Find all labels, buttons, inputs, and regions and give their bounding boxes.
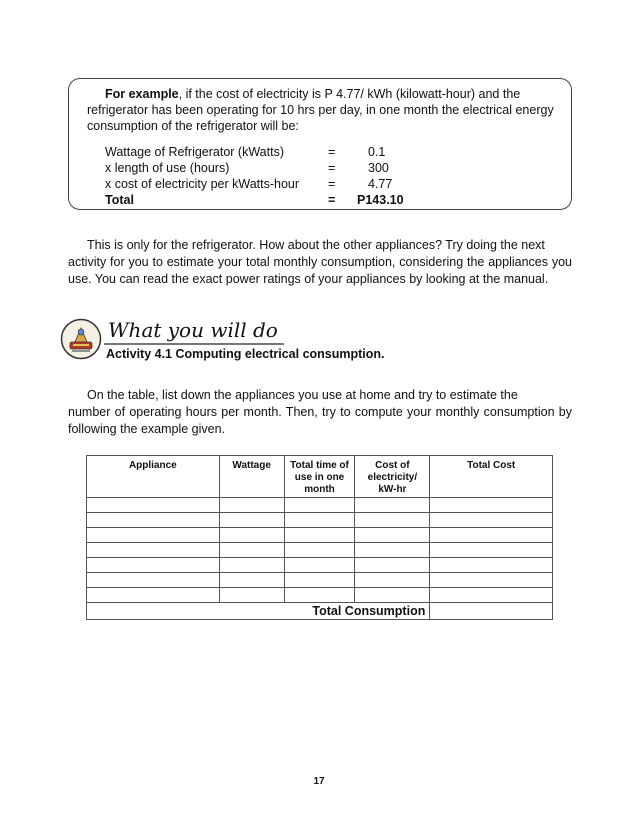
table-cell[interactable]: [219, 528, 284, 543]
table-cell[interactable]: [355, 498, 430, 513]
table-cell[interactable]: [87, 588, 220, 603]
table-row: [87, 543, 553, 558]
table-cell[interactable]: [355, 588, 430, 603]
intro-line-2: activity for you to estimate your total monthly consumption, considering the appliances you: [68, 255, 572, 269]
calc-label-wattage: Wattage of Refrigerator (kWatts): [105, 145, 284, 159]
consumption-table: [86, 455, 553, 620]
intro-line-3: use. You can read the exact power ratings of your appliances by looking at the manual.: [68, 272, 549, 286]
table-cell[interactable]: [284, 498, 355, 513]
calc-label-total: Total: [105, 193, 134, 207]
table-cell[interactable]: [219, 513, 284, 528]
table-cell[interactable]: [430, 528, 553, 543]
table-cell[interactable]: [87, 573, 220, 588]
intro-line-1: This is only for the refrigerator. How about the other appliances? Try doing the next: [87, 238, 545, 252]
activity-badge-icon: [60, 318, 102, 360]
instructions-line-3: following the example given.: [68, 422, 226, 436]
calc-label-cost: x cost of electricity per kWatts-hour: [105, 177, 300, 191]
table-cell[interactable]: [430, 543, 553, 558]
table-row: [87, 558, 553, 573]
section-underline: [104, 343, 284, 345]
calc-value-wattage: 0.1: [368, 145, 386, 159]
activity-title: Activity 4.1 Computing electrical consumption.: [106, 347, 385, 361]
table-row: [87, 573, 553, 588]
calc-equals: =: [328, 161, 336, 175]
header-cost: Cost of electricity/ kW-hr: [355, 456, 430, 498]
header-wattage: Wattage: [219, 456, 284, 498]
table-cell[interactable]: [430, 588, 553, 603]
total-consumption-cell[interactable]: [430, 603, 553, 620]
table-row: [87, 498, 553, 513]
table-cell[interactable]: [355, 558, 430, 573]
calc-value-total: P143.10: [357, 193, 404, 207]
table-cell[interactable]: [87, 498, 220, 513]
table-total-row: [87, 603, 553, 620]
calc-value-hours: 300: [368, 161, 389, 175]
table-cell[interactable]: [284, 513, 355, 528]
calc-value-cost: 4.77: [368, 177, 393, 191]
calc-equals: =: [328, 145, 336, 159]
example-line-2: refrigerator has been operating for 10 hrs per day, in one month the electrical energy: [87, 103, 554, 117]
table-cell[interactable]: [284, 573, 355, 588]
calc-label-hours: x length of use (hours): [105, 161, 230, 175]
page-number: 17: [313, 776, 325, 787]
table-cell[interactable]: [219, 588, 284, 603]
calc-equals: =: [328, 177, 336, 191]
example-label: For example: [105, 87, 179, 101]
table-header-row: [87, 456, 553, 498]
table-cell[interactable]: [284, 588, 355, 603]
section-title: What you will do: [108, 318, 278, 342]
table-cell[interactable]: [430, 498, 553, 513]
table-cell[interactable]: [430, 558, 553, 573]
calc-equals: =: [328, 193, 336, 207]
table-cell[interactable]: [355, 573, 430, 588]
table-row: [87, 513, 553, 528]
table-cell[interactable]: [219, 558, 284, 573]
table-cell[interactable]: [87, 543, 220, 558]
table-cell[interactable]: [87, 528, 220, 543]
table-cell[interactable]: [284, 558, 355, 573]
table-cell[interactable]: [219, 543, 284, 558]
header-appliance: Appliance: [87, 456, 220, 498]
header-total-time: Total time of use in one month: [284, 456, 355, 498]
table-cell[interactable]: [284, 528, 355, 543]
table-cell[interactable]: [355, 543, 430, 558]
example-line-1: [105, 86, 520, 102]
table-row: [87, 588, 553, 603]
table-cell[interactable]: [219, 498, 284, 513]
instructions-line-2: number of operating hours per month. Then, try to compute your monthly consumption by: [68, 405, 572, 419]
table-cell[interactable]: [284, 543, 355, 558]
example-text: , if the cost of electricity is P 4.77/ kWh (kilowatt-hour) and the: [178, 87, 521, 101]
table-cell[interactable]: [355, 513, 430, 528]
example-line-3: consumption of the refrigerator will be:: [87, 119, 299, 133]
total-consumption-label: Total Consumption: [87, 603, 430, 620]
table-cell[interactable]: [87, 513, 220, 528]
instructions-line-1: On the table, list down the appliances you use at home and try to estimate the: [87, 388, 518, 402]
table-cell[interactable]: [219, 573, 284, 588]
header-total-cost: Total Cost: [430, 456, 553, 498]
table-row: [87, 528, 553, 543]
table-cell[interactable]: [355, 528, 430, 543]
table-cell[interactable]: [430, 513, 553, 528]
table-cell[interactable]: [430, 573, 553, 588]
table-cell[interactable]: [87, 558, 220, 573]
